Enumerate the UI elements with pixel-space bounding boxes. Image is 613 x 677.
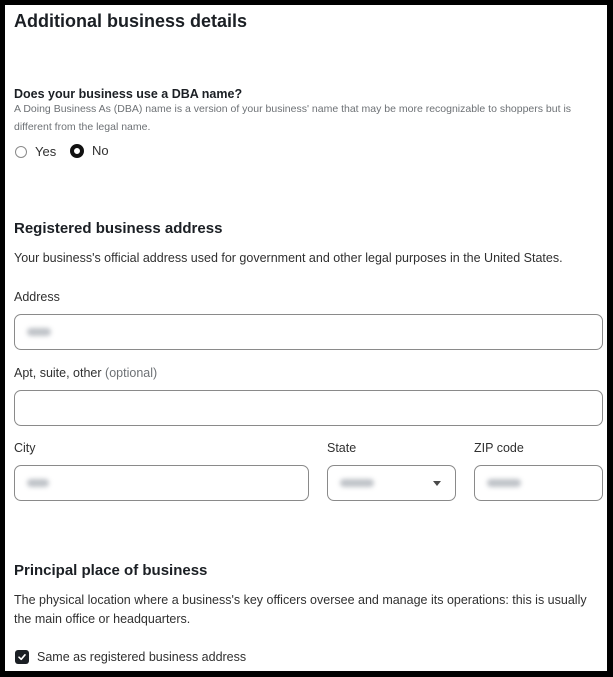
same-as-registered-option[interactable] [15, 650, 246, 664]
checkmark-icon [17, 652, 27, 662]
state-label: State [327, 441, 357, 455]
apt-label [14, 366, 157, 380]
apt-label-text: Apt, suite, other [14, 366, 102, 380]
city-value-redacted [27, 479, 49, 487]
dba-option-yes[interactable] [15, 144, 56, 159]
address-input[interactable] [14, 314, 603, 350]
principal-place-heading: Principal place of business [14, 562, 208, 579]
optional-tag: (optional) [105, 366, 158, 380]
radio-no[interactable] [70, 144, 84, 158]
same-as-registered-label: Same as registered business address [37, 650, 247, 664]
registered-address-heading: Registered business address [14, 220, 223, 237]
address-value-redacted [27, 328, 51, 336]
city-input[interactable] [14, 465, 309, 501]
radio-yes-label: Yes [35, 144, 57, 159]
zip-value-redacted [487, 479, 521, 487]
dba-question: Does your business use a DBA name? [14, 87, 243, 101]
zip-input[interactable] [474, 465, 603, 501]
radio-no-label: No [92, 143, 109, 158]
page-title: Additional business details [14, 11, 248, 31]
registered-address-description: Your business's official address used for government and other legal purposes in the United States. [14, 251, 563, 265]
dba-help-text: A Doing Business As (DBA) name is a version of your business' name that may be more recognizable to shoppers but is different from the legal name. [14, 103, 572, 133]
dba-option-no[interactable] [70, 143, 109, 158]
chevron-down-icon [433, 481, 441, 486]
same-as-registered-checkbox[interactable] [15, 650, 29, 664]
principal-place-description: The physical location where a business's key officers oversee and manage its operations: this is usually the main office or headquarters. [14, 593, 587, 626]
radio-yes[interactable] [15, 146, 27, 158]
state-select[interactable] [327, 465, 456, 501]
address-label: Address [14, 290, 60, 304]
zip-label: ZIP code [474, 441, 524, 455]
form-panel [5, 5, 607, 671]
city-label: City [14, 441, 36, 455]
state-value-redacted [340, 479, 374, 487]
apt-input[interactable] [14, 390, 603, 426]
